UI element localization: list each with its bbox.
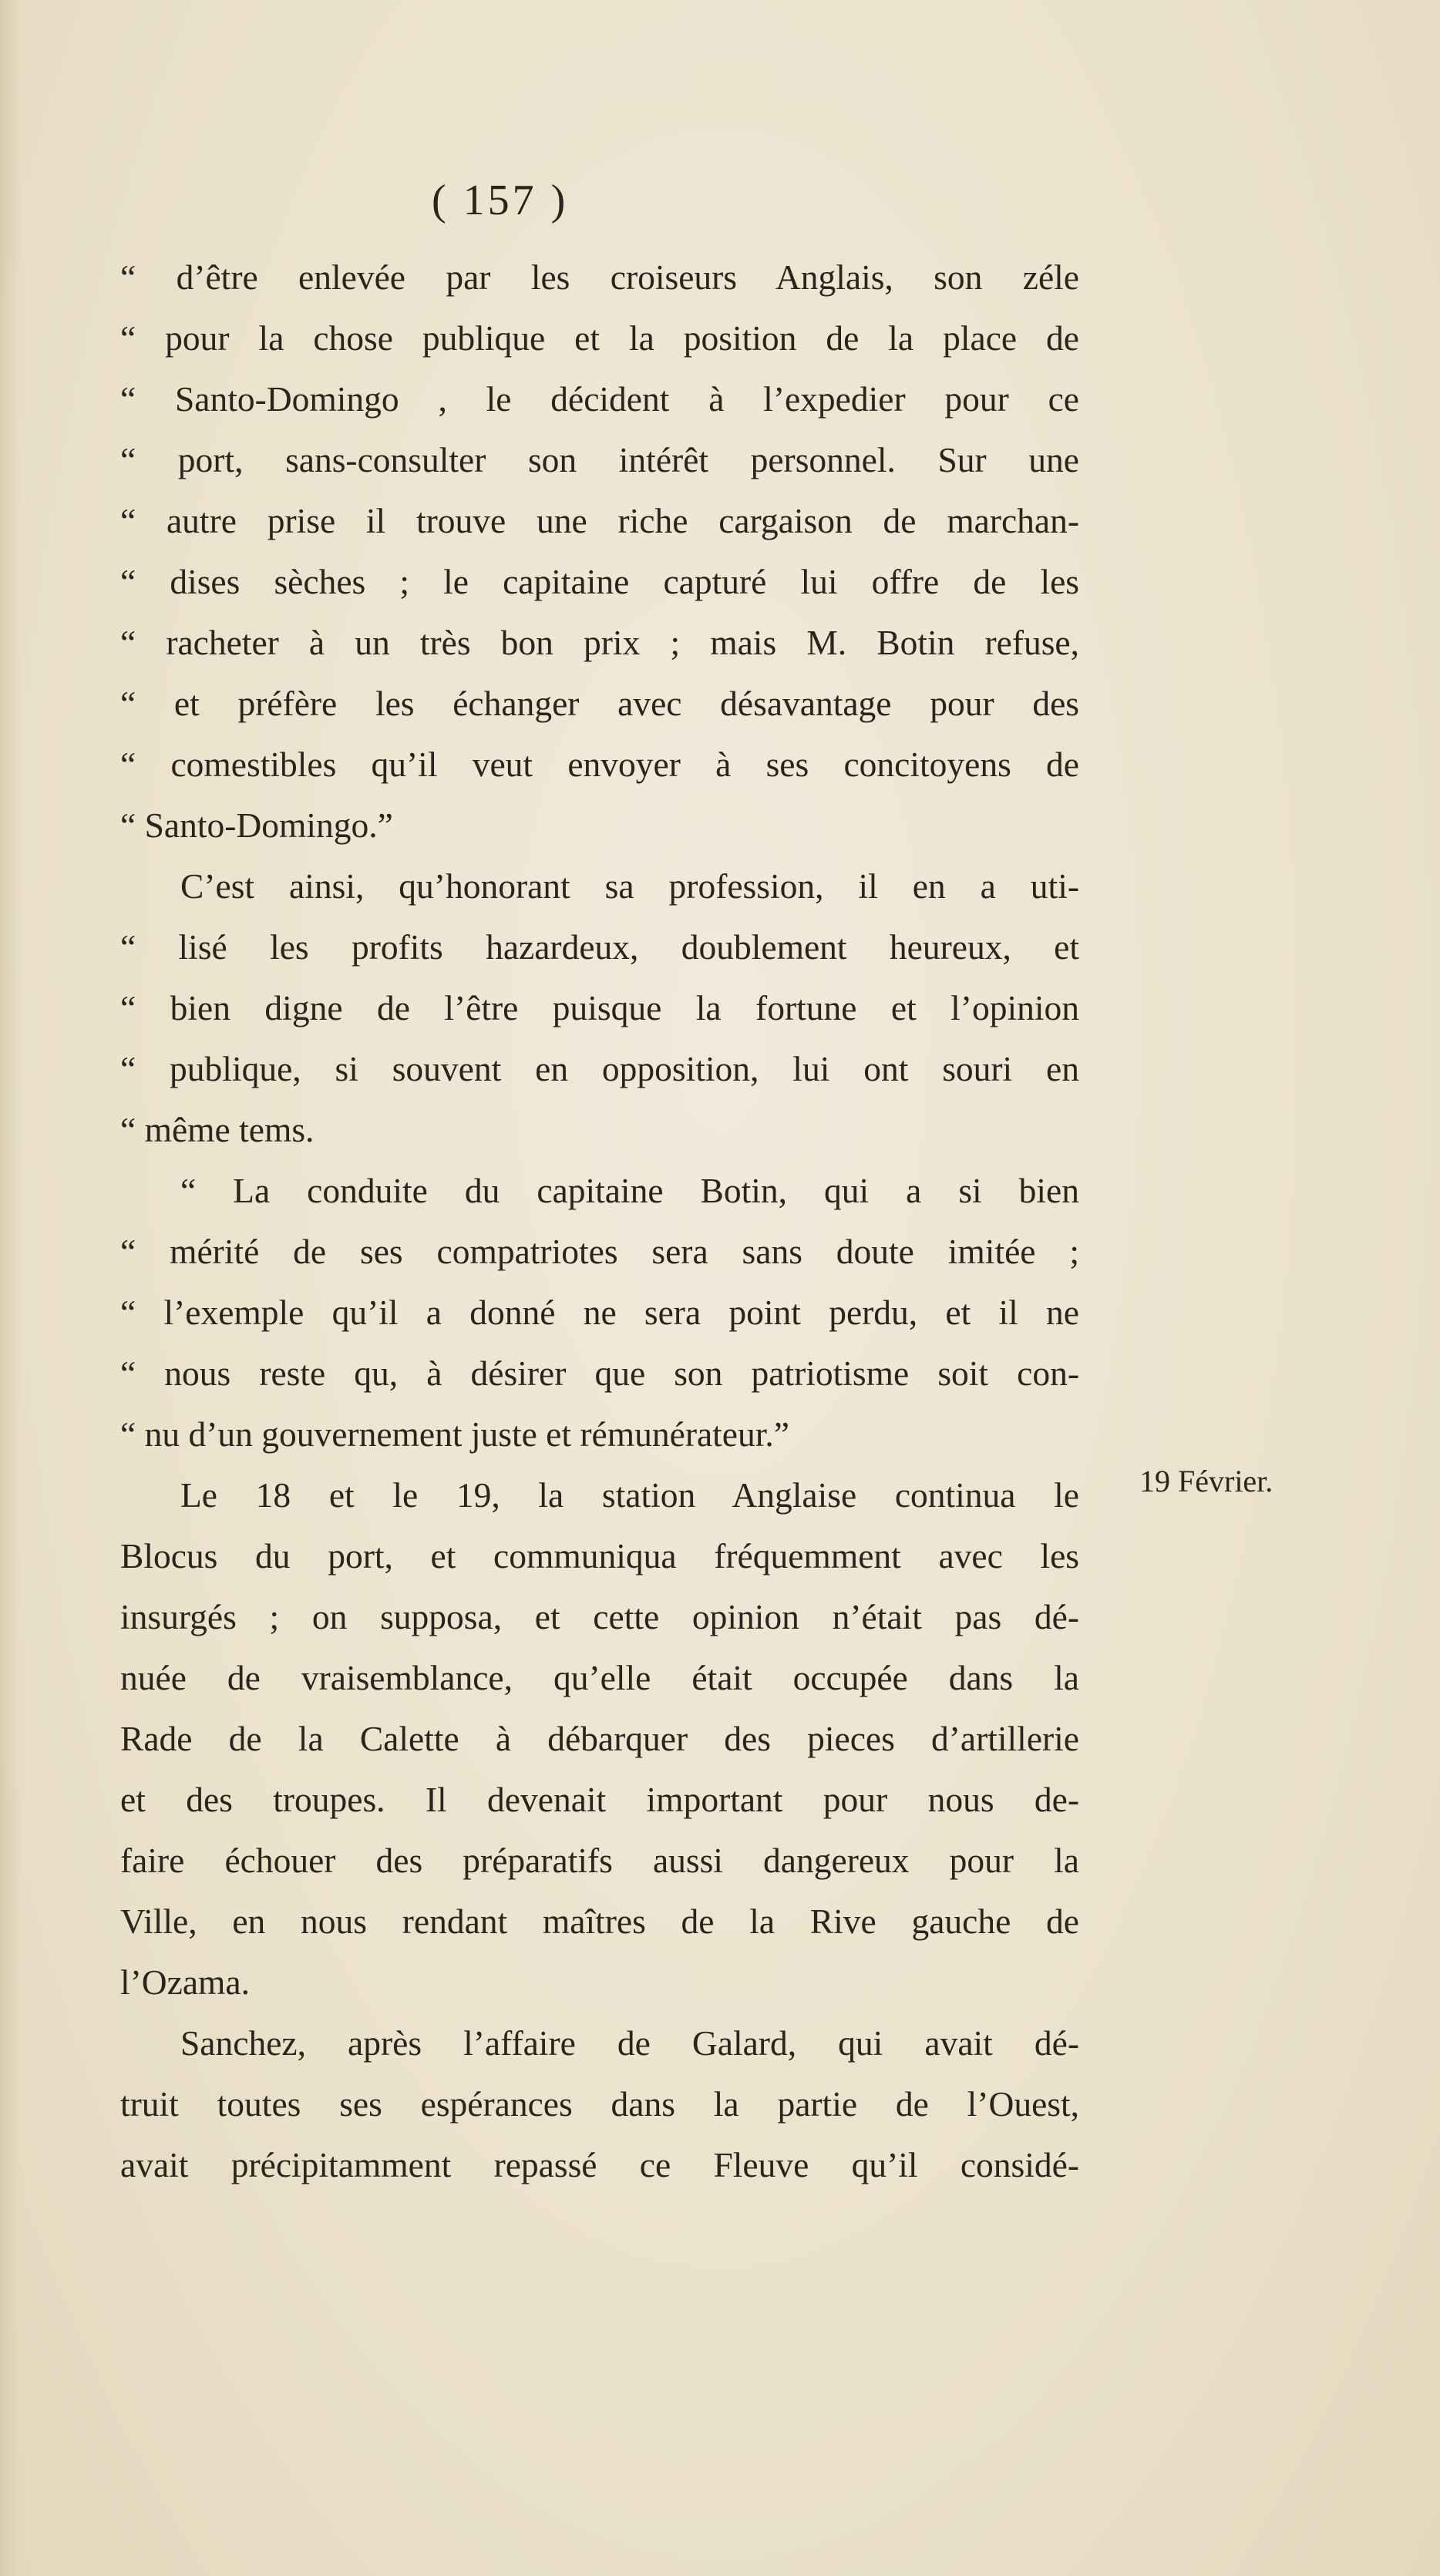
- text-line: [120, 1099, 1079, 1160]
- line-text: “ La conduite du capitaine Botin, qui a si bien: [180, 1171, 1079, 1210]
- text-line: [120, 977, 1079, 1038]
- text-line: [120, 1586, 1079, 1647]
- text-line: [120, 368, 1079, 429]
- line-text: faire échouer des préparatifs aussi dangereux pour la: [120, 1841, 1079, 1880]
- line-text: “ bien digne de l’être puisque la fortune et l’opinion: [120, 988, 1079, 1027]
- text-line: [120, 734, 1079, 795]
- text-line: [120, 1282, 1079, 1343]
- line-text: Rade de la Calette à débarquer des pieces d’artillerie: [120, 1719, 1079, 1758]
- line-text: “ comestibles qu’il veut envoyer à ses concitoyens de: [120, 745, 1079, 784]
- line-text: “ l’exemple qu’il a donné ne sera point perdu, et il ne: [120, 1293, 1079, 1332]
- text-line: [120, 1647, 1079, 1708]
- line-text: Ville, en nous rendant maîtres de la Rive gauche de: [120, 1902, 1079, 1941]
- line-text: Blocus du port, et communiqua fréquemment avec les: [120, 1536, 1079, 1576]
- text-line: [120, 247, 1079, 308]
- line-text: “ pour la chose publique et la position de la place de: [120, 318, 1079, 358]
- line-text: “ nous reste qu, à désirer que son patriotisme soit con-: [120, 1354, 1079, 1393]
- text-line: [120, 612, 1079, 673]
- text-line: [120, 1769, 1079, 1830]
- line-text: avait précipitamment repassé ce Fleuve qu’il considé-: [120, 2145, 1079, 2184]
- text-line: [120, 1830, 1079, 1891]
- line-text: nuée de vraisemblance, qu’elle était occupée dans la: [120, 1658, 1079, 1697]
- text-line: [120, 1160, 1079, 1221]
- line-text: l’Ozama.: [120, 1962, 251, 2002]
- line-text: “ publique, si souvent en opposition, lui ont souri en: [120, 1049, 1079, 1088]
- line-text: et des troupes. Il devenait important pour nous de-: [120, 1780, 1079, 1819]
- text-line: [120, 1343, 1079, 1404]
- line-text: “ Santo-Domingo.”: [120, 805, 393, 845]
- text-line: [120, 429, 1079, 490]
- text-line: [120, 795, 1079, 856]
- line-text: truit toutes ses espérances dans la partie de l’Ouest,: [120, 2084, 1079, 2124]
- line-text: “ dises sèches ; le capitaine capturé lui offre de les: [120, 562, 1079, 601]
- line-text: “ lisé les profits hazardeux, doublement heureux, et: [120, 927, 1079, 967]
- page-number: ( 157 ): [432, 177, 569, 224]
- text-line: [120, 1952, 1079, 2013]
- text-line: [120, 2013, 1079, 2073]
- line-text: “ autre prise il trouve une riche cargaison de marchan-: [120, 501, 1079, 540]
- margin-date-note: 19 Février.: [1139, 1464, 1273, 1498]
- text-line: [120, 1221, 1079, 1282]
- text-line: [120, 490, 1079, 551]
- text-line: [120, 308, 1079, 368]
- line-text: C’est ainsi, qu’honorant sa profession, il en a uti-: [180, 866, 1079, 906]
- text-line: [120, 1404, 1079, 1465]
- text-line: [120, 1038, 1079, 1099]
- line-text: “ et préfère les échanger avec désavantage pour des: [120, 684, 1079, 723]
- text-line: [120, 551, 1079, 612]
- line-text: Sanchez, après l’affaire de Galard, qui avait dé-: [180, 2023, 1079, 2063]
- line-text: “ mérité de ses compatriotes sera sans doute imitée ;: [120, 1232, 1079, 1271]
- text-line: [120, 916, 1079, 977]
- line-text: “ même tems.: [120, 1110, 315, 1149]
- line-text: “ Santo-Domingo , le décident à l’expedier pour ce: [120, 379, 1079, 419]
- text-line: [120, 1465, 1079, 1525]
- text-line: [120, 1525, 1079, 1586]
- line-text: “ racheter à un très bon prix ; mais M. Botin refuse,: [120, 623, 1079, 662]
- text-line: [120, 856, 1079, 916]
- text-line: [120, 2073, 1079, 2134]
- page-edge-shadow: [0, 0, 22, 2576]
- line-text: Le 18 et le 19, la station Anglaise continua le: [180, 1475, 1079, 1515]
- text-line: [120, 1708, 1079, 1769]
- line-text: insurgés ; on supposa, et cette opinion n’était pas dé-: [120, 1597, 1079, 1636]
- text-line: [120, 673, 1079, 734]
- body-text: [120, 247, 1079, 2195]
- line-text: “ port, sans-consulter son intérêt personnel. Sur une: [120, 440, 1079, 479]
- line-text: “ nu d’un gouvernement juste et rémunérateur.”: [120, 1414, 789, 1454]
- text-line: [120, 1891, 1079, 1952]
- text-line: [120, 2134, 1079, 2195]
- line-text: “ d’être enlevée par les croiseurs Anglais, son zéle: [120, 257, 1079, 297]
